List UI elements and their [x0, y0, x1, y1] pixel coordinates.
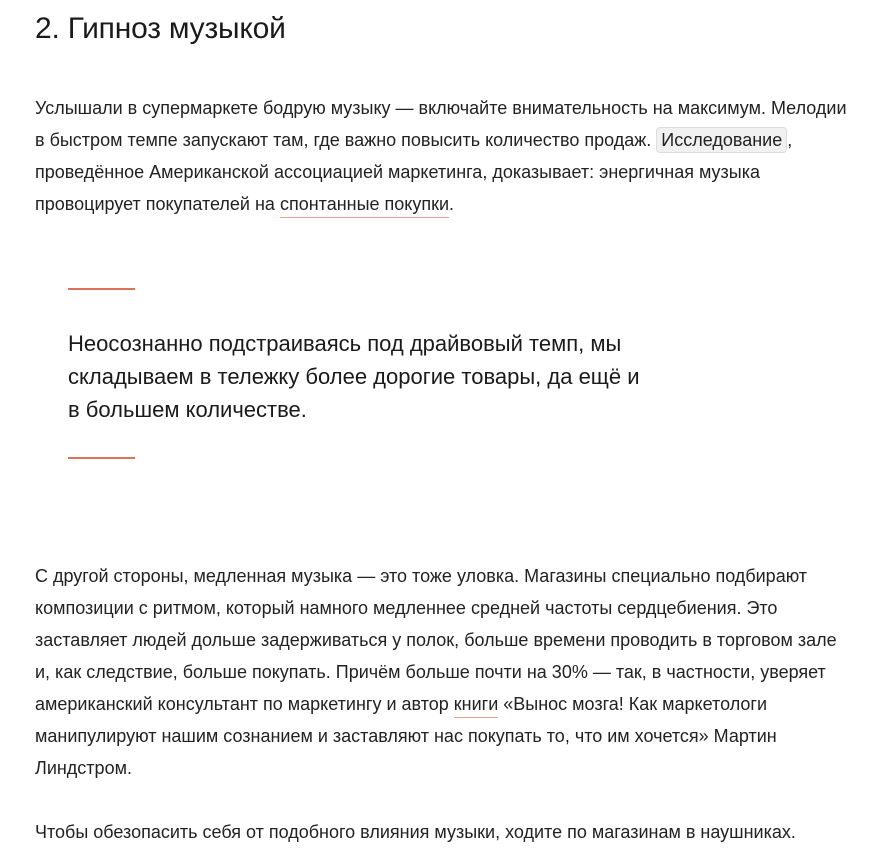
paragraph-advice: Чтобы обезопасить себя от подобного влияния музыки, ходите по магазинам в наушниках.	[35, 822, 796, 842]
paragraph-intro-text-3: .	[449, 194, 455, 214]
pull-quote	[35, 220, 855, 560]
spontaneous-purchases-link[interactable]: спонтанные покупки	[280, 194, 449, 218]
quote-top-rule	[68, 288, 135, 290]
quote-text: Неосознанно подстраиваясь под драйвовый темп, мы складываем в тележку более дорогие товары, да ещё и в большем количестве.	[68, 331, 640, 422]
quote-bottom-rule	[68, 457, 135, 459]
paragraph-intro-text-2: , проведённое Американской ассоциацией маркетинга, доказывает: энергичная музыка провоцирует покупателей на	[35, 130, 793, 214]
paragraph-slow-music-text-2: «Вынос мозга! Как маркетологи манипулируют нашим сознанием и заставляют нас покупать то, что им хочется» Мартин Линдстром.	[35, 694, 777, 778]
paragraph-slow-music-text-1: С другой стороны, медленная музыка — это тоже уловка. Магазины специально подбирают композиции с ритмом, который намного медленнее средней частоты сердцебиения. Это заставляет людей дольше задерживаться у полок, больше времени проводить в торговом зале и, как следствие, больше покупать. Причём больше почти на 30% — так, в частности, уверяет американский консультант по маркетингу и автор	[35, 566, 837, 714]
article	[35, 0, 855, 848]
paragraph-slow-music	[35, 560, 855, 784]
book-link[interactable]: книги	[454, 694, 499, 718]
paragraph-intro	[35, 92, 855, 220]
paragraph-intro-text-1: Услышали в супермаркете бодрую музыку — включайте внимательность на максимум. Мелодии в быстром темпе запускают там, где важно повысить количество продаж.	[35, 98, 847, 150]
section-heading: 2. Гипноз музыкой	[35, 12, 286, 45]
research-link-chip[interactable]: Исследование	[656, 127, 787, 153]
